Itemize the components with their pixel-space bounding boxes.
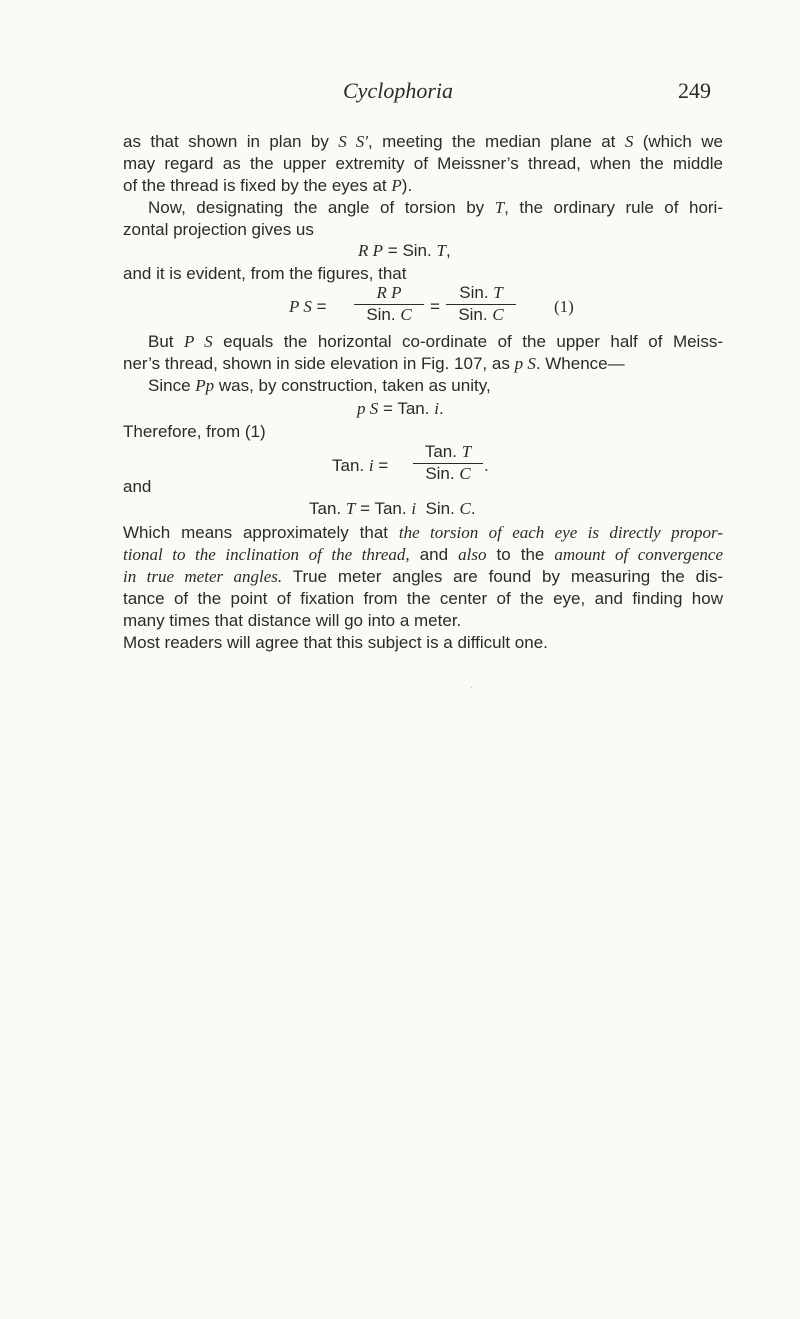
body-line: may regard as the upper extremity of Meissner’s thread, when the middle bbox=[123, 154, 723, 173]
fraction-tant-over-sinc: Tan. T Sin. C bbox=[413, 442, 483, 484]
body-line: many times that distance will go into a meter. bbox=[123, 611, 462, 630]
equation-tan-t: Tan. T = Tan. i Sin. C. bbox=[309, 499, 476, 518]
body-line: Now, designating the angle of torsion by T, the ordinary rule of hori- bbox=[148, 198, 723, 217]
closing-line: Most readers will agree that this subject is a difficult one. bbox=[123, 633, 548, 652]
body-line: ner’s thread, shown in side elevation in Fig. 107, as p S. Whence— bbox=[123, 354, 625, 373]
body-line: zontal projection gives us bbox=[123, 220, 314, 239]
body-line: Which means approximately that the torsion of each eye is directly propor- bbox=[123, 523, 723, 542]
page-header bbox=[0, 78, 800, 108]
body-line: Therefore, from (1) bbox=[123, 422, 266, 441]
body-line: and bbox=[123, 477, 152, 496]
body-line: and it is evident, from the figures, that bbox=[123, 264, 407, 283]
body-line: But P S equals the horizontal co-ordinate of the upper half of Meiss- bbox=[148, 332, 723, 351]
body-line: tance of the point of fixation from the center of the eye, and finding how bbox=[123, 589, 723, 608]
body-line: in true meter angles. True meter angles are found by measuring the dis- bbox=[123, 567, 723, 586]
body-line: tional to the inclination of the thread, and also to the amount of convergence bbox=[123, 545, 723, 564]
body-line: of the thread is fixed by the eyes at P). bbox=[123, 176, 413, 195]
paper-speck: · bbox=[470, 682, 474, 693]
fraction-rp-over-sinc: R P Sin. C bbox=[354, 283, 424, 325]
fraction-sint-over-sinc: Sin. T Sin. C bbox=[446, 283, 516, 325]
page-number: 249 bbox=[678, 78, 711, 103]
body-line: as that shown in plan by S S′, meeting the median plane at S (which we bbox=[123, 132, 723, 151]
equation-ps: p S = Tan. i. bbox=[357, 399, 444, 418]
equation-label: (1) bbox=[554, 297, 574, 316]
equation-rp: R P = Sin. T, bbox=[358, 241, 451, 260]
running-title: Cyclophoria bbox=[343, 78, 453, 103]
body-line: Since Pp was, by construction, taken as unity, bbox=[148, 376, 491, 395]
